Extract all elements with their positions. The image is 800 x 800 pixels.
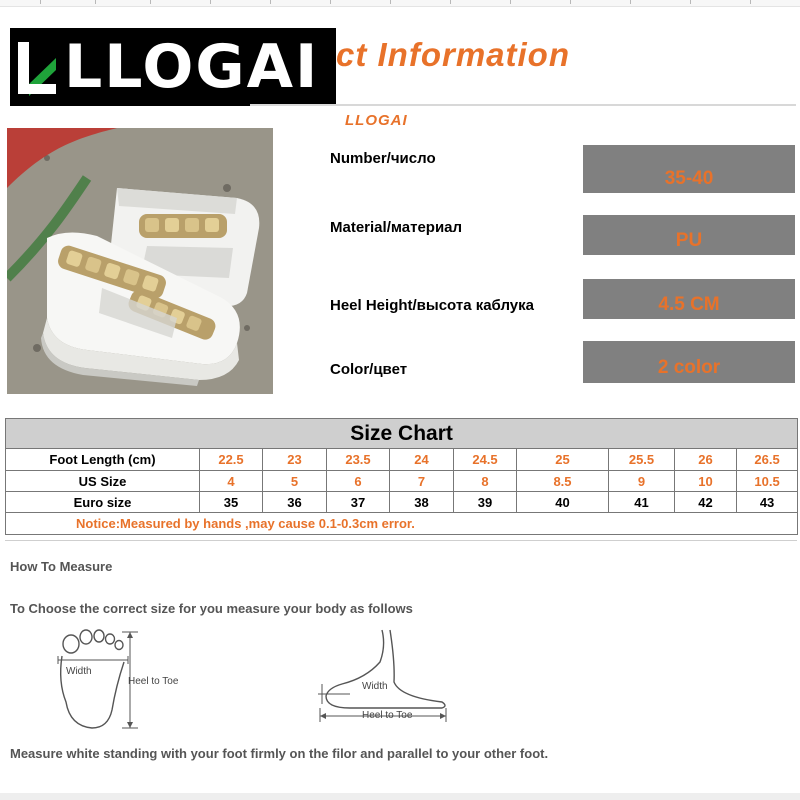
table-row (6, 449, 798, 471)
material-label: Material/материал (330, 219, 463, 236)
table-cell: 37 (327, 492, 390, 513)
foot-measure-diagram (50, 622, 470, 734)
brand-label: LLOGAI (345, 112, 408, 129)
table-cell: 36 (263, 492, 327, 513)
table-cell: 22.5 (200, 449, 263, 471)
top-ruler (0, 0, 800, 7)
foot-top-view-icon (58, 630, 128, 728)
table-cell: 6 (327, 471, 390, 492)
table-cell: 26.5 (737, 449, 798, 471)
brand-logo (10, 28, 336, 106)
row-label: Euro size (6, 492, 200, 513)
table-cell: 8.5 (517, 471, 609, 492)
header-divider (250, 104, 796, 106)
row-label: US Size (6, 471, 200, 492)
table-cell: 10 (675, 471, 737, 492)
section-divider (5, 540, 797, 541)
table-cell: 26 (675, 449, 737, 471)
measurement-notice: Notice:Measured by hands ,may cause 0.1-0.3cm error. (6, 513, 798, 535)
table-cell: 43 (737, 492, 798, 513)
size-chart-title: Size Chart (6, 419, 798, 449)
row-label: Foot Length (cm) (6, 449, 200, 471)
width-label-side: Width (362, 681, 388, 692)
heel-to-toe-label-top: Heel to Toe (128, 676, 179, 687)
measure-footer-note: Measure white standing with your foot firmly on the filor and parallel to your other foot. (10, 746, 549, 761)
logo-mark-icon (16, 40, 58, 96)
table-cell: 4 (200, 471, 263, 492)
table-cell: 10.5 (737, 471, 798, 492)
table-cell: 41 (609, 492, 675, 513)
number-label: Number/число (330, 150, 436, 167)
how-to-measure-heading: How To Measure (10, 559, 113, 574)
table-cell: 39 (454, 492, 517, 513)
heel-height-label: Heel Height/высота каблука (330, 297, 534, 314)
heel-to-toe-label-side: Heel to Toe (362, 710, 413, 721)
table-cell: 25 (517, 449, 609, 471)
logo-text: LLOGAI (64, 32, 320, 102)
material-value: PU (583, 215, 795, 255)
measure-instruction: To Choose the correct size for you measure your body as follows (10, 601, 413, 616)
color-label: Color/цвет (330, 361, 408, 378)
table-cell: 40 (517, 492, 609, 513)
width-label-top: Width (66, 666, 92, 677)
table-cell: 9 (609, 471, 675, 492)
table-cell: 35 (200, 492, 263, 513)
size-chart (5, 418, 797, 535)
table-row (6, 492, 798, 513)
foot-side-view-icon (318, 630, 446, 722)
product-photo (7, 128, 273, 394)
table-cell: 7 (390, 471, 454, 492)
heel-height-value: 4.5 CM (583, 279, 795, 319)
color-value: 2 color (583, 341, 795, 383)
table-cell: 42 (675, 492, 737, 513)
table-cell: 23 (263, 449, 327, 471)
table-cell: 38 (390, 492, 454, 513)
table-cell: 24.5 (454, 449, 517, 471)
page-title: ct Information (336, 36, 570, 73)
table-cell: 25.5 (609, 449, 675, 471)
table-row (6, 471, 798, 492)
table-cell: 8 (454, 471, 517, 492)
bottom-strip (0, 793, 800, 800)
table-cell: 24 (390, 449, 454, 471)
table-cell: 23.5 (327, 449, 390, 471)
number-value: 35-40 (583, 145, 795, 193)
table-cell: 5 (263, 471, 327, 492)
